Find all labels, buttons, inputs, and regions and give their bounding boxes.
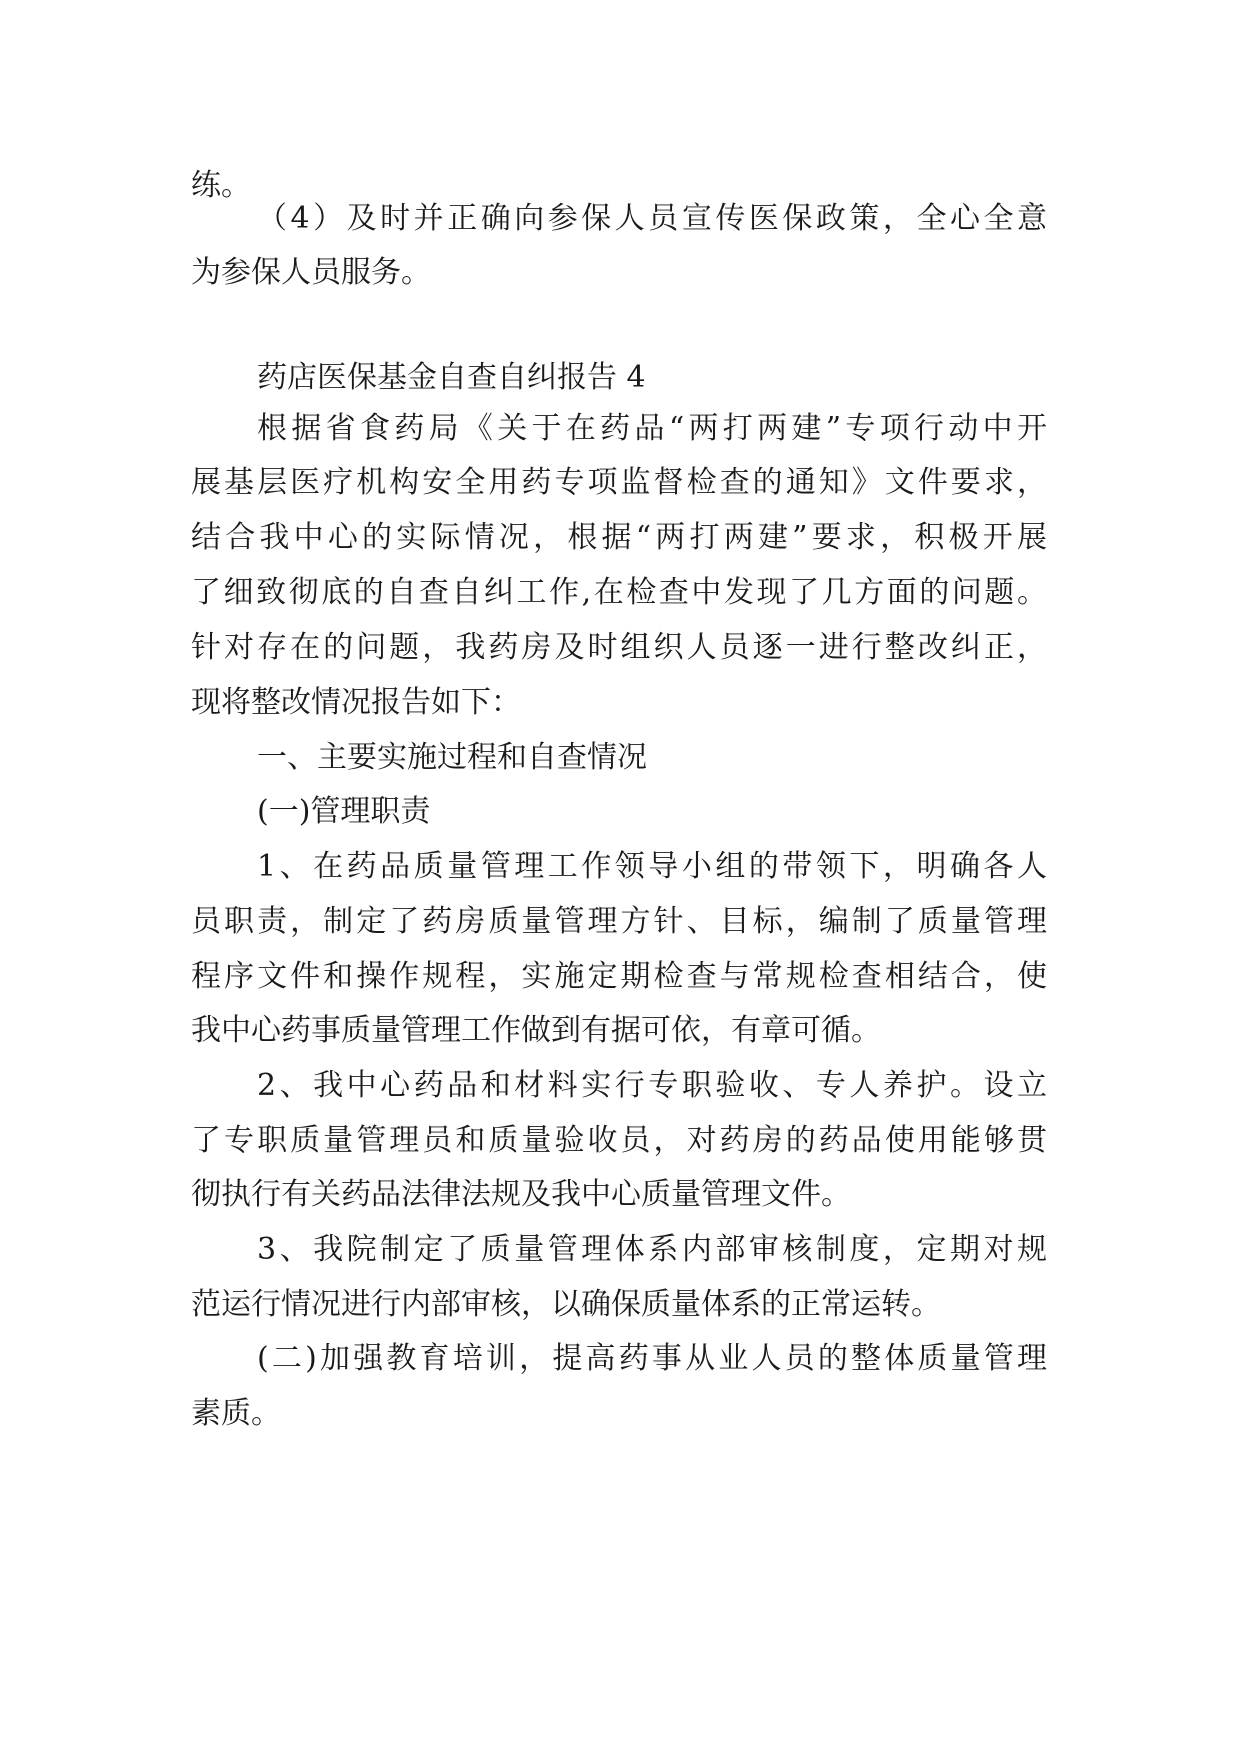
text-line: 3、我院制定了质量管理体系内部审核制度，定期对规 (257, 1232, 1047, 1267)
text-line: 为参保人员服务。 (191, 255, 431, 290)
text-line: 现将整改情况报告如下： (191, 685, 521, 720)
text-line: 了细致彻底的自查自纠工作,在检查中发现了几方面的问题。 (191, 575, 1047, 610)
section-title: 药店医保基金自查自纠报告 4 (257, 360, 646, 395)
text-line: 范运行情况进行内部审核，以确保质量体系的正常运转。 (191, 1287, 941, 1322)
text-line: 1、在药品质量管理工作领导小组的带领下，明确各人 (257, 849, 1047, 884)
text-line: 彻执行有关药品法律法规及我中心质量管理文件。 (191, 1177, 851, 1212)
text-line: 展基层医疗机构安全用药专项监督检查的通知》文件要求， (191, 465, 1047, 500)
text-line: 素质。 (191, 1396, 281, 1431)
subsection-heading: (二)加强教育培训，提高药事从业人员的整体质量管理 (257, 1341, 1047, 1376)
text-line: 根据省食药局《关于在药品“两打两建”专项行动中开 (257, 411, 1047, 446)
text-line: 了专职质量管理员和质量验收员，对药房的药品使用能够贯 (191, 1123, 1047, 1158)
text-line: 员职责，制定了药房质量管理方针、目标，编制了质量管理 (191, 904, 1047, 939)
subsection-heading: (一)管理职责 (257, 794, 431, 829)
text-line: （4）及时并正确向参保人员宣传医保政策，全心全意 (257, 201, 1047, 236)
text-line: 2、我中心药品和材料实行专职验收、专人养护。设立 (257, 1068, 1047, 1103)
text-line: 结合我中心的实际情况，根据“两打两建”要求，积极开展 (191, 520, 1047, 555)
text-line: 程序文件和操作规程，实施定期检查与常规检查相结合，使 (191, 959, 1047, 994)
text-line: 针对存在的问题，我药房及时组织人员逐一进行整改纠正， (191, 630, 1047, 665)
section-heading: 一、主要实施过程和自查情况 (257, 740, 647, 775)
text-line: 我中心药事质量管理工作做到有据可依，有章可循。 (191, 1013, 881, 1048)
text-line: 练。 (191, 168, 251, 203)
